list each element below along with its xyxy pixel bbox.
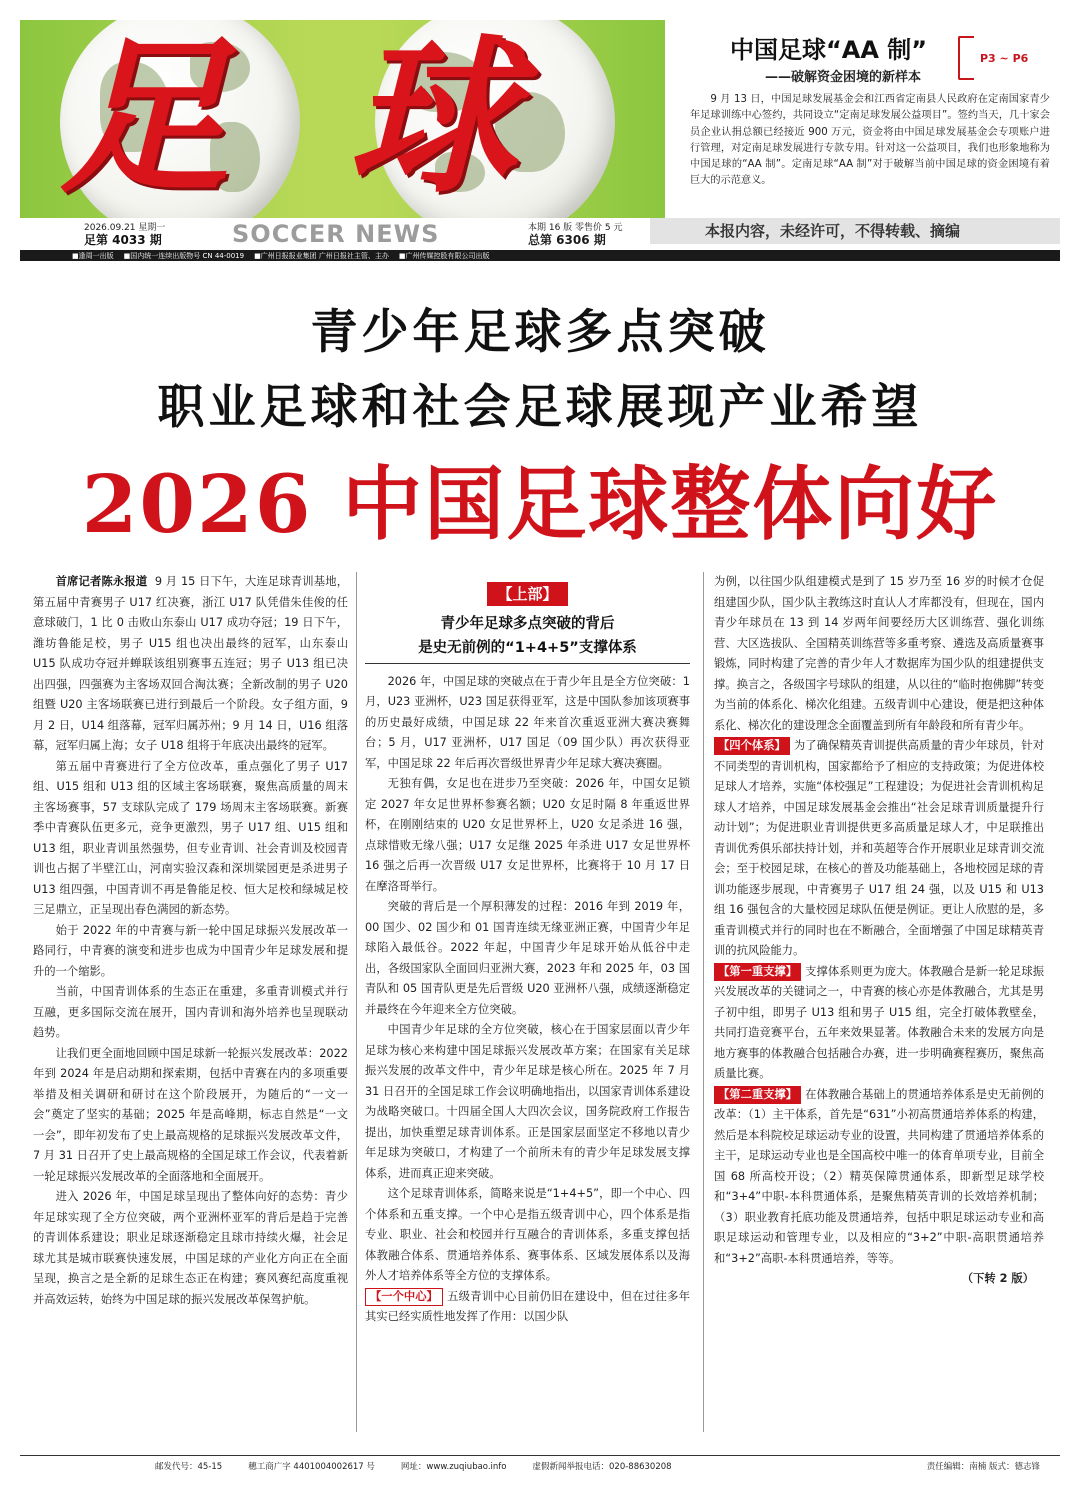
editor-credits: 责任编辑：南楠 版式：德志锋 bbox=[926, 1461, 1040, 1472]
main-headline: 2026 中国足球整体向好 bbox=[81, 457, 999, 551]
headline-line-2: 职业足球和社会足球展现产业希望 bbox=[157, 380, 923, 435]
reg-item: ■广州传媒控股有限公司出版 bbox=[398, 251, 490, 260]
column-divider bbox=[356, 572, 357, 1432]
page-footer bbox=[20, 1455, 1060, 1475]
teaser-pages[interactable]: P3 ~ P6 bbox=[980, 52, 1029, 65]
paragraph: 无独有偶，女足也在进步乃至突破：2026 年，中国女足锁定 2027 年女足世界杯参赛名额；U20 女足时隔 8 年重返世界杯，在刚刚结束的 U20 女足世界杯上，U20 女足杀进 16 强，点球惜败无缘八强；U17 女足继 2025 年杀进 U17 女足世界杯 16 强之后再一次晋级 U17 女足世界杯，比赛将于 10 月 17 日在摩洛哥举行。 bbox=[365, 777, 690, 893]
teaser-body: 9 月 13 日，中国足球发展基金会和江西省定南县人民政府在定南国家青少年足球训练中心签约，共同设立“定南足球发展公益项目”。签约当天，几十家会员企业认捐总额已经接近 900 万元，资金将由中国足球发展基金会专项账户进行管理，对定南足球发展进行专款专用。针对这一公益项目，我们也形象地称为中国足球的“AA 制”。定南足球“AA 制”对于破解当前中国足球的资金困境有着巨大的示范意义。 bbox=[690, 94, 1050, 187]
article-column-3 bbox=[714, 572, 1044, 1290]
subsection-tag: 【第一重支撑】 bbox=[714, 963, 801, 981]
paragraph: 为例，以往国少队组建模式是到了 15 岁乃至 16 岁的时候才仓促组建国少队，国少队主教练这时直认人才库都没有，但现在，国内青少年球员在 13 到 14 岁两年间要经历大区训练营、强化训练营、大区选拔队、全国精英训练营等多重考察、遴选及高质量赛事锻炼，同时构建了完善的青少年人才数据库为国少队的组建提供支撑。换言之，各级国字号球队的组建，从以往的“临时抱佛脚”转变为当前的体系化、梯次化组建。五级青训中心建设，便是把这种体系化、梯次化的建设理念全面覆盖到所有年龄段和所有青少年。 bbox=[714, 575, 1044, 732]
ad-license: 穗工商广字 4401004002617 号 bbox=[248, 1461, 375, 1472]
teaser-title[interactable]: 中国足球“AA 制” bbox=[730, 36, 928, 64]
paragraph: 当前，中国青训体系的生态正在重建，多重青训模式并行互融，更多国际交流在展开，国内青训和海外培养也呈现联动趋势。 bbox=[33, 985, 348, 1039]
subsection-tag: 【一个中心】 bbox=[365, 1288, 443, 1306]
website-link[interactable]: 网址：www.zuqiubao.info bbox=[400, 1461, 507, 1472]
english-title: SOCCER NEWS bbox=[232, 220, 440, 248]
copyright-notice: 本报内容，未经许可，不得转载、摘编 bbox=[650, 218, 1060, 244]
reg-item: ■广州日报报业集团 广州日报社主管、主办 bbox=[254, 251, 389, 260]
paragraph: 2026 年，中国足球的突破点在于青少年且是全方位突破：1 月，U23 亚洲杯，U23 国足获得亚军，这是中国队参加该项赛事的历史最好成绩，中国足球 22 年来首次重返亚洲大赛决赛舞台；5 月，U17 亚洲杯，U17 国足（09 国少队）再次获得亚军，中国足球 22 年后再次晋级世界青少年足球大赛决赛圈。 bbox=[365, 674, 690, 770]
section-header bbox=[365, 582, 690, 664]
issue-pages-price: 本期 16 版 零售价 5 元 bbox=[528, 223, 623, 233]
issue-info-row bbox=[20, 220, 1060, 250]
issue-number: 足第 4033 期 bbox=[84, 233, 162, 247]
paragraph: 中国青少年足球的全方位突破，核心在于国家层面以青少年足球为核心来构建中国足球振兴发展改革方案；在国家有关足球振兴发展的改革文件中，青少年足球是核心所在。2025 年 7 月 31 日召开的全国足球工作会议明确地指出，以国家青训体系建设为战略突破口。十四届全国人大四次会议，国务院政府工作报告提出，加快重塑足球青训体系。正是国家层面坚定不移地以青少年足球为突破口，才构建了一个前所未有的青少年足球发展支撑体系，进而真正迎来突破。 bbox=[365, 1023, 690, 1180]
registration-bar bbox=[20, 250, 1060, 261]
paragraph: 进入 2026 年，中国足球呈现出了整体向好的态势：青少年足球实现了全方位突破，两个亚洲杯亚军的背后是趋于完善的青训体系建设；职业足球逐渐稳定且球市持续火爆，社会足球尤其是城市联赛快速发展，中国足球的产业化方向正在全面呈现，换言之是全新的足球生态正在构建；赛风赛纪高度重视并高效运转，始终为中国足球的振兴发展改革保驾护航。 bbox=[33, 1190, 348, 1306]
teaser-subtitle: ——破解资金困境的新样本 bbox=[765, 70, 922, 85]
issue-date: 2026.09.21 星期一 bbox=[84, 223, 166, 233]
paragraph: 在体教融合基础上的贯通培养体系是史无前例的改革：（1）主干体系，首先是“631”小初高贯通培养体系的构建，然后是本科院校足球运动专业的设置，共同构建了贯通培养体系的主干，足球运动专业也是全国高校中唯一的体育单项专业，目前全国 68 所高校开设；（2）精英保障贯通体系，即新型足球学校和“3+4”中职-本科贯通体系，是聚焦精英青训的长效培养机制；（3）职业教育托底功能及贯通培养，包括中职足球运动专业和高职足球运动和管理专业，以及相应的“3+2”中职-高职贯通培养和“3+2”高职-本科贯通培养，等等。 bbox=[714, 1087, 1044, 1265]
newspaper-logo: 足球 bbox=[60, 20, 636, 216]
reg-item: ■逢周一出版 bbox=[72, 251, 114, 260]
paragraph: 9 月 15 日下午，大连足球青训基地，第五届中青赛男子 U17 红决赛，浙江 U17 队凭借朱佳俊的任意球破门，1 比 0 击败山东泰山 U17 成功夺冠；19 日下午，潍坊鲁能足校，男子 U15 组也决出最终的冠军，山东泰山 U15 队成功夺冠并蝉联该组别赛事五连冠；男子 U13 组已决出四强，四强赛为主客场双回合淘汰赛；全新改制的男子 U20 组暨 U20 主客场联赛已进行到最后一个阶段。女子组方面，9 月 2 日，U14 组落幕，冠军归属苏州；9 月 14 日，U16 组落幕，冠军归属上海；女子 U18 组将于年底决出最终的冠军。 bbox=[33, 575, 348, 752]
byline: 首席记者陈永报道 bbox=[55, 575, 148, 588]
paragraph: 始于 2022 年的中青赛与新一轮中国足球振兴发展改革一路同行，中青赛的演变和进步也成为中国青少年足球发展和提升的一个缩影。 bbox=[33, 923, 348, 978]
paragraph: 五级青训中心目前仍旧在建设中，但在过往多年其实已经实质性地发挥了作用：以国少队 bbox=[365, 1289, 690, 1323]
postal-code: 邮发代号：45-15 bbox=[155, 1461, 223, 1472]
reg-item: ■国内统一连续出版物号 CN 44-0019 bbox=[123, 251, 245, 260]
section-subtitle-2: 是史无前例的“1+4+5”支撑体系 bbox=[365, 637, 690, 664]
issue-total-number: 总第 6306 期 bbox=[528, 233, 606, 247]
article-column-1 bbox=[33, 572, 348, 1310]
teaser-box bbox=[690, 22, 1060, 220]
subsection-tag: 【四个体系】 bbox=[714, 737, 790, 755]
bracket-decoration bbox=[958, 36, 974, 80]
paragraph: 突破的背后是一个厚积薄发的过程：2016 年到 2019 年，00 国少、02 国少和 01 国青连续无缘亚洲正赛，中国青少年足球陷入最低谷。2022 年起，中国青少年足球开始从低谷中走出，各级国家队全面回归亚洲大赛，2023 年和 2025 年，03 国青队和 05 国青队更是先后晋级 U20 亚洲杯八强，成绩逐渐稳定并最终在今年迎来全方位突破。 bbox=[365, 900, 690, 1016]
paragraph: 为了确保精英青训提供高质量的青少年球员，针对不同类型的青训机构，国家都给予了相应的支持政策；为促进体校足球人才培养，实施“体校强足”工程建设；为促进社会青训机构足球人才培养，中国足球发展基金会推出“社会足球青训质量提升行动计划”；为促进职业青训提供更多高质量足球人才，中足联推出青训优秀俱乐部扶持计划，并和英超等合作开展职业足球青训交流会；至于校园足球，在核心的普及功能基础上，各地校园足球的青训功能逐步展现，中青赛男子 U17 组 24 强，以及 U15 和 U13 组 16 强包含的大量校园足球队伍便是例证。更让人欣慰的是，多重青训模式并行的同时也在不断融合，全面增强了中国足球精英青训的抗风险能力。 bbox=[714, 739, 1044, 957]
hotline: 虚假新闻举报电话：020-88630208 bbox=[532, 1461, 672, 1472]
paragraph: 支撑体系则更为庞大。体教融合是新一轮足球振兴发展改革的关键词之一，中青赛的核心亦是体教融合，尤其是男子初中组，即男子 U13 组和男子 U15 组，完全打破体教壁垒，共同打造竞赛平台，五年来效果显著。体教融合未来的发展方向是地方赛事的体教融合包括融合办赛，进一步明确赛程赛历，聚焦高质量比赛。 bbox=[714, 964, 1044, 1080]
paragraph: 第五届中青赛进行了全方位改革，重点强化了男子 U17 组、U15 组和 U13 组的区域主客场联赛，聚焦高质量的周末主客场赛事，57 支球队完成了 179 场周末主客场联赛。新赛季中青赛队伍更多元，竞争更激烈，男子 U17 组、U15 组和 U13 组，职业青训虽然强势，但专业青训、社会青训及校园青训也占据了半壁江山，河南实验汉森和深圳粱园更是杀进男子 U13 组四强，中国青训不再是鲁能足校、恒大足校和绿城足校三足鼎立，正呈现出春色满园的新态势。 bbox=[33, 759, 348, 916]
masthead-logo-banner bbox=[20, 20, 665, 218]
article-column-2 bbox=[365, 572, 690, 1328]
subsection-tag: 【第二重支撑】 bbox=[714, 1086, 801, 1104]
continue-note[interactable]: （下转 2 版） bbox=[961, 1272, 1034, 1285]
paragraph: 让我们更全面地回顾中国足球新一轮振兴发展改革：2022 年到 2024 年是启动期和探索期，包括中青赛在内的多项重要举措及相关调研和研讨在这个阶段展开，为随后的“一文一会”奠定了坚实的基础；2025 年是高峰期，标志自然是“一文一会”，即年初发布了史上最高规格的足球振兴发展改革文件，7 月 31 日召开了史上最高规格的全国足球工作会议，代表着新一轮足球振兴发展改革的全面落地和全面展开。 bbox=[33, 1046, 348, 1183]
headline-line-1: 青少年足球多点突破 bbox=[310, 305, 770, 360]
section-subtitle-1: 青少年足球多点突破的背后 bbox=[440, 615, 615, 632]
column-divider bbox=[703, 572, 704, 1432]
paragraph: 这个足球青训体系，简略来说是“1+4+5”，即一个中心、四个体系和五重支撑。一个中心是指五级青训中心，四个体系是指专业、职业、社会和校园并行互融合的青训体系，多重支撑包括体教融合体系、贯通培养体系、赛事体系、区域发展体系以及海外人才培养体系等全方位的支撑体系。 bbox=[365, 1187, 690, 1282]
section-tag: 【上部】 bbox=[487, 582, 567, 606]
